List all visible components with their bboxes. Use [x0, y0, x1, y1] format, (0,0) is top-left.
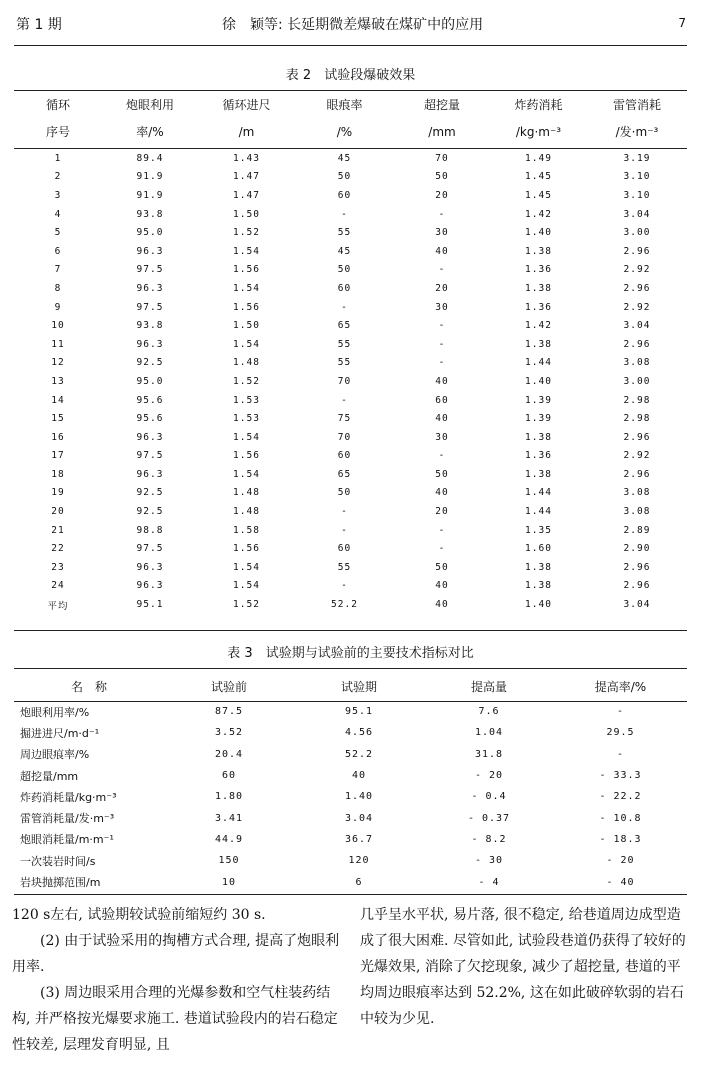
table-cell: 1.40 [344, 791, 374, 803]
table-cell: 30 [435, 301, 449, 313]
column-header: 名 称 [70, 679, 107, 694]
table-cell: 91.9 [136, 189, 164, 201]
table2 [14, 91, 687, 614]
table-cell: - [438, 524, 446, 536]
table-cell: 2.96 [623, 431, 651, 443]
column-header: 炮眼利用 [125, 98, 174, 112]
table-cell: 10 [51, 320, 65, 332]
table-cell: 21 [51, 524, 65, 536]
table-cell: 14 [51, 394, 65, 406]
table-cell: 10 [221, 876, 237, 888]
column-header: 循环进尺 [222, 98, 271, 112]
table-cell: 120 [348, 855, 370, 867]
column-header: 炸药消耗 [514, 98, 563, 112]
table-cell: 96.3 [136, 245, 164, 257]
table2-header-rule [14, 148, 687, 149]
table-cell: 3.08 [623, 506, 651, 518]
table-cell: - [341, 506, 348, 518]
table-cell: 97.5 [136, 450, 164, 462]
table-row [14, 871, 687, 892]
table-cell: 20 [435, 189, 449, 201]
indicator-name: 雷管消耗量/发·m⁻³ [20, 812, 115, 826]
column-header: 试验期 [340, 679, 377, 694]
table-row [14, 409, 687, 428]
table-row [14, 765, 687, 786]
table-cell: 2.96 [623, 561, 651, 573]
column-header: /kg·m⁻³ [515, 124, 562, 139]
table-cell: 3.19 [623, 152, 651, 164]
table-row [14, 186, 687, 205]
table-cell: 1.42 [525, 208, 552, 220]
table-cell: 55 [337, 227, 352, 239]
table-cell: 50 [435, 171, 449, 183]
table-cell: 11 [51, 338, 65, 350]
column-header: 超挖量 [423, 98, 460, 112]
table-cell: 1.50 [233, 208, 260, 220]
table-cell: - [341, 301, 348, 313]
table-row [14, 316, 687, 335]
table-cell: 96.3 [136, 580, 164, 592]
table-cell: 31.8 [474, 748, 504, 760]
table-cell: - [616, 706, 625, 718]
table-cell: 1.60 [525, 543, 552, 555]
table3-bottom-rule [14, 894, 687, 895]
column-header: /m [238, 124, 255, 139]
table-cell: 2 [54, 171, 62, 183]
table-cell: 1.40 [525, 599, 552, 611]
table-cell: - 20 [606, 855, 635, 867]
table-cell: 2.96 [623, 338, 651, 350]
table-cell: 1.47 [233, 171, 260, 183]
table-cell: 20 [435, 282, 449, 294]
table-cell: 60 [337, 282, 352, 294]
table-cell: 13 [51, 375, 65, 387]
table-row [14, 205, 687, 224]
table-cell: 1.45 [525, 171, 552, 183]
table-cell: 3.08 [623, 487, 651, 499]
table-row [14, 539, 687, 558]
table-cell: 91.9 [136, 171, 164, 183]
table-cell: 60 [337, 450, 352, 462]
table-cell: 52.2 [331, 599, 358, 611]
paragraph: 120 s左右, 试验期较试验前缩短约 30 s. [12, 907, 266, 923]
table-cell: 2.96 [623, 282, 651, 294]
indicator-name: 炮眼利用率/% [20, 705, 90, 719]
table-cell: 50 [337, 487, 352, 499]
table-cell: - 4 [478, 876, 500, 888]
table-cell: - 8.2 [471, 833, 507, 845]
table-row [14, 465, 687, 484]
table-cell: 1.54 [233, 338, 260, 350]
table-cell: 2.96 [623, 245, 651, 257]
table-cell: 95.1 [344, 706, 374, 718]
table-cell: 1.39 [525, 394, 552, 406]
table-cell: 1.50 [233, 320, 260, 332]
column-header: 循环 [45, 98, 70, 112]
table-cell: 92.5 [136, 357, 164, 369]
table-cell: 2.90 [623, 543, 651, 555]
table-cell: 60 [337, 543, 352, 555]
table-cell: 1.43 [233, 152, 260, 164]
table-row [14, 807, 687, 828]
table-cell: 50 [337, 171, 352, 183]
column-header: 序号 [45, 125, 70, 139]
table-cell: 40 [435, 487, 449, 499]
table-cell: 40 [435, 599, 449, 611]
paragraph: (3) 周边眼采用合理的光爆参数和空气柱装药结构, 并严格按光爆要求施工. 巷道试验段内的岩石稳定性较差, 层理发育明显, 且 [12, 985, 338, 1053]
table-cell: 1.54 [233, 580, 260, 592]
table-cell: 92.5 [136, 487, 164, 499]
table-cell: 1.52 [233, 599, 260, 611]
table-row [14, 558, 687, 577]
table-cell: 97.5 [136, 264, 164, 276]
table-cell: 1.48 [233, 357, 260, 369]
table-cell: 20 [51, 506, 65, 518]
table-cell: 1.58 [233, 524, 260, 536]
page-header [14, 14, 688, 38]
table-row [14, 242, 687, 261]
table-cell: 1.56 [233, 264, 260, 276]
table-cell: 87.5 [214, 706, 244, 718]
table-cell: - [438, 543, 446, 555]
table-cell: 1.04 [474, 727, 504, 739]
indicator-name: 周边眼痕率/% [20, 748, 90, 762]
table-cell: 55 [337, 338, 352, 350]
table-row [14, 298, 687, 317]
table-cell: 1.38 [525, 282, 552, 294]
table-cell: 36.7 [344, 833, 374, 845]
table-cell: 40 [351, 770, 367, 782]
table-cell: 97.5 [136, 543, 164, 555]
table-cell: 89.4 [136, 152, 164, 164]
table-row [14, 786, 687, 807]
table-cell: - 20 [474, 770, 504, 782]
table-cell: - [438, 264, 446, 276]
table-cell: 1.38 [525, 245, 552, 257]
table-cell: 96.3 [136, 338, 164, 350]
table-cell: 92.5 [136, 506, 164, 518]
table-cell: 2.92 [623, 301, 651, 313]
table-cell: 45 [337, 245, 352, 257]
table-cell: 1.52 [233, 227, 260, 239]
table-row [14, 261, 687, 280]
indicator-name: 岩块抛掷范围/m [20, 876, 101, 890]
table-cell: 3.10 [623, 189, 651, 201]
column-header: 试验前 [210, 679, 247, 694]
indicator-name: 一次装岩时间/s [20, 854, 96, 868]
table-cell: 2.98 [623, 394, 651, 406]
table-cell: 4.56 [344, 727, 374, 739]
table-cell: 95.1 [136, 599, 164, 611]
running-title: 徐 颖等: 长延期微差爆破在煤矿中的应用 [222, 17, 484, 33]
table-row [14, 744, 687, 765]
table-row [14, 722, 687, 743]
table-cell: 24 [51, 580, 65, 592]
table-cell: 30 [435, 431, 449, 443]
table-cell: - [438, 208, 446, 220]
table-cell: 30 [435, 227, 449, 239]
table-cell: 1.49 [525, 152, 552, 164]
table-cell: - [341, 580, 348, 592]
table-cell: 40 [435, 580, 449, 592]
table-cell: 1.45 [525, 189, 552, 201]
table-cell: 50 [435, 561, 449, 573]
table-cell: 1.54 [233, 468, 260, 480]
table-cell: 50 [337, 264, 352, 276]
paragraph: 几乎呈水平状, 易片落, 很不稳定, 给巷道周边成型造成了很大困难. 尽管如此, 试验段巷道仍获得了较好的光爆效果, 消除了欠挖现象, 减少了超挖量, 巷道的平均周边眼痕率达到 52.2%, 这在如此破碎软弱的岩石中较为少见. [360, 907, 686, 1027]
table-cell: 45 [337, 152, 352, 164]
header-rule [14, 45, 687, 46]
table2-bottom-rule [14, 630, 687, 631]
table-cell: 1.35 [525, 524, 552, 536]
body-column-left [12, 902, 340, 1074]
table-cell: 60 [435, 394, 449, 406]
table-cell: - [438, 357, 446, 369]
table-cell: 1.38 [525, 561, 552, 573]
table-header-row [14, 118, 687, 145]
table-cell: 75 [337, 413, 352, 425]
table-cell: 5 [54, 227, 62, 239]
table-cell: 2.89 [623, 524, 651, 536]
table-cell: - 0.37 [467, 812, 511, 824]
table-cell: 40 [435, 413, 449, 425]
table-row [14, 850, 687, 871]
table-cell: 1.80 [214, 791, 244, 803]
table-cell: 60 [221, 770, 237, 782]
table-cell: - [438, 320, 446, 332]
table-cell: 1.53 [233, 394, 260, 406]
table-cell: - [616, 748, 625, 760]
average-row [14, 595, 687, 614]
table-cell: 12 [51, 357, 65, 369]
table-cell: 93.8 [136, 208, 164, 220]
table-cell: 1.39 [525, 413, 552, 425]
table-cell: 1.44 [525, 506, 552, 518]
table-cell: 平均 [47, 600, 69, 612]
table-cell: 52.2 [344, 748, 374, 760]
issue-label: 第 1 期 [16, 17, 62, 33]
table-cell: 93.8 [136, 320, 164, 332]
table-row [14, 829, 687, 850]
column-header: 提高率/% [594, 679, 647, 694]
table-cell: - 30 [474, 855, 504, 867]
table-cell: - [341, 208, 348, 220]
table-cell: 1.40 [525, 227, 552, 239]
table-cell: 1.36 [525, 264, 552, 276]
column-header: /mm [428, 124, 456, 139]
table-cell: 20 [435, 506, 449, 518]
table3 [14, 671, 687, 893]
table3-header-rule [14, 701, 687, 702]
table-row [14, 223, 687, 242]
table-cell: 3.08 [623, 357, 651, 369]
indicator-name: 炮眼消耗量/m·m⁻¹ [20, 833, 114, 847]
table-cell: - [341, 524, 348, 536]
table-cell: 1.40 [525, 375, 552, 387]
table-cell: 1.44 [525, 357, 552, 369]
table-cell: 2.96 [623, 580, 651, 592]
table-cell: 9 [54, 301, 62, 313]
table-cell: 29.5 [606, 727, 635, 739]
table-cell: 1.36 [525, 301, 552, 313]
table-cell: - [438, 338, 446, 350]
table-cell: 1 [54, 152, 62, 164]
table-cell: 3.41 [214, 812, 244, 824]
table-cell: 95.6 [136, 394, 164, 406]
table-cell: 1.38 [525, 338, 552, 350]
table-cell: 2.92 [623, 450, 651, 462]
indicator-name: 超挖量/mm [20, 769, 79, 783]
table-cell: 1.48 [233, 506, 260, 518]
table-row [14, 354, 687, 373]
table-cell: 3.00 [623, 227, 651, 239]
table-cell: 1.38 [525, 580, 552, 592]
table-cell: 1.52 [233, 375, 260, 387]
table-cell: 1.44 [525, 487, 552, 499]
table-cell: 1.54 [233, 561, 260, 573]
table3-top-rule [14, 668, 687, 669]
table-cell: 70 [337, 375, 352, 387]
paragraph: (2) 由于试验采用的掏槽方式合理, 提高了炮眼利用率. [12, 933, 340, 975]
table-cell: - 40 [606, 876, 635, 888]
column-header: 眼痕率 [326, 98, 363, 112]
table-cell: 1.48 [233, 487, 260, 499]
table-cell: 19 [51, 487, 65, 499]
table-cell: 16 [51, 431, 65, 443]
table-cell: - 18.3 [599, 833, 642, 845]
table-cell: 2.92 [623, 264, 651, 276]
table-cell: 3.10 [623, 171, 651, 183]
table-cell: 3.04 [623, 208, 651, 220]
table-cell: 1.54 [233, 431, 260, 443]
table-row [14, 428, 687, 447]
table-header-row [14, 671, 687, 701]
table-cell: 1.42 [525, 320, 552, 332]
table-cell: 1.36 [525, 450, 552, 462]
table-cell: 3.04 [623, 599, 651, 611]
table-cell: 70 [337, 431, 352, 443]
table-cell: 96.3 [136, 468, 164, 480]
body-column-right [360, 902, 692, 1074]
table-cell: 6 [54, 245, 62, 257]
table-cell: 96.3 [136, 431, 164, 443]
table-cell: 7.6 [478, 706, 500, 718]
table-cell: - 0.4 [471, 791, 507, 803]
table-cell: 1.54 [233, 245, 260, 257]
table-cell: 1.56 [233, 450, 260, 462]
column-header: 率/% [136, 125, 164, 139]
indicator-name: 炸药消耗量/kg·m⁻³ [20, 790, 117, 804]
table-cell: 8 [54, 282, 62, 294]
table-cell: 1.38 [525, 431, 552, 443]
column-header: /发·m⁻³ [615, 125, 659, 139]
table-cell: 3.04 [344, 812, 374, 824]
table-cell: - [438, 450, 446, 462]
column-header: 提高量 [470, 679, 507, 694]
table-cell: 65 [337, 468, 352, 480]
table-cell: 95.6 [136, 413, 164, 425]
table-cell: 1.56 [233, 543, 260, 555]
table-cell: 7 [54, 264, 62, 276]
table-row [14, 168, 687, 187]
table-cell: 3 [54, 189, 62, 201]
page-number: 7 [678, 16, 686, 30]
table-cell: 96.3 [136, 561, 164, 573]
table-cell: 3.00 [623, 375, 651, 387]
table-cell: 1.38 [525, 468, 552, 480]
table-cell: 55 [337, 357, 352, 369]
indicator-name: 掘进进尺/m·d⁻¹ [20, 726, 100, 740]
table-cell: 1.47 [233, 189, 260, 201]
table-cell: 18 [51, 468, 65, 480]
table-cell: 22 [51, 543, 65, 555]
column-header: 雷管消耗 [612, 98, 661, 112]
table-row [14, 484, 687, 503]
table-row [14, 335, 687, 354]
table-cell: 50 [435, 468, 449, 480]
table-header-row [14, 91, 687, 118]
table-cell: 55 [337, 561, 352, 573]
table-cell: - [341, 394, 348, 406]
table-cell: 15 [51, 413, 65, 425]
table-cell: 2.96 [623, 468, 651, 480]
table-cell: 23 [51, 561, 65, 573]
table-cell: 40 [435, 375, 449, 387]
table-cell: 95.0 [136, 227, 164, 239]
column-header: /% [336, 124, 353, 139]
table-cell: 97.5 [136, 301, 164, 313]
table-cell: 96.3 [136, 282, 164, 294]
table-cell: - 33.3 [599, 770, 642, 782]
table3-caption: 表 3 试验期与试验前的主要技术指标对比 [227, 646, 474, 661]
table-cell: 70 [435, 152, 449, 164]
table-row [14, 502, 687, 521]
table-cell: 2.98 [623, 413, 651, 425]
table-cell: 1.54 [233, 282, 260, 294]
table-cell: 3.04 [623, 320, 651, 332]
table-cell: 1.56 [233, 301, 260, 313]
table-cell: 44.9 [214, 833, 244, 845]
table-cell: 95.0 [136, 375, 164, 387]
table-cell: - 10.8 [599, 812, 642, 824]
table-cell: 6 [355, 876, 363, 888]
table-cell: 98.8 [136, 524, 164, 536]
table-cell: 1.53 [233, 413, 260, 425]
table-cell: 60 [337, 189, 352, 201]
table-cell: 4 [54, 208, 62, 220]
table-cell: 17 [51, 450, 65, 462]
table-row [14, 701, 687, 722]
table-cell: - 22.2 [599, 791, 642, 803]
table-cell: 3.52 [214, 727, 244, 739]
table-cell: 150 [218, 855, 240, 867]
table-row [14, 447, 687, 466]
table-cell: 40 [435, 245, 449, 257]
table-row [14, 391, 687, 410]
table-row [14, 372, 687, 391]
table-row [14, 577, 687, 596]
table-cell: 65 [337, 320, 352, 332]
table-row [14, 521, 687, 540]
table2-caption: 表 2 试验段爆破效果 [285, 68, 416, 83]
table-row [14, 279, 687, 298]
table-cell: 20.4 [214, 748, 244, 760]
